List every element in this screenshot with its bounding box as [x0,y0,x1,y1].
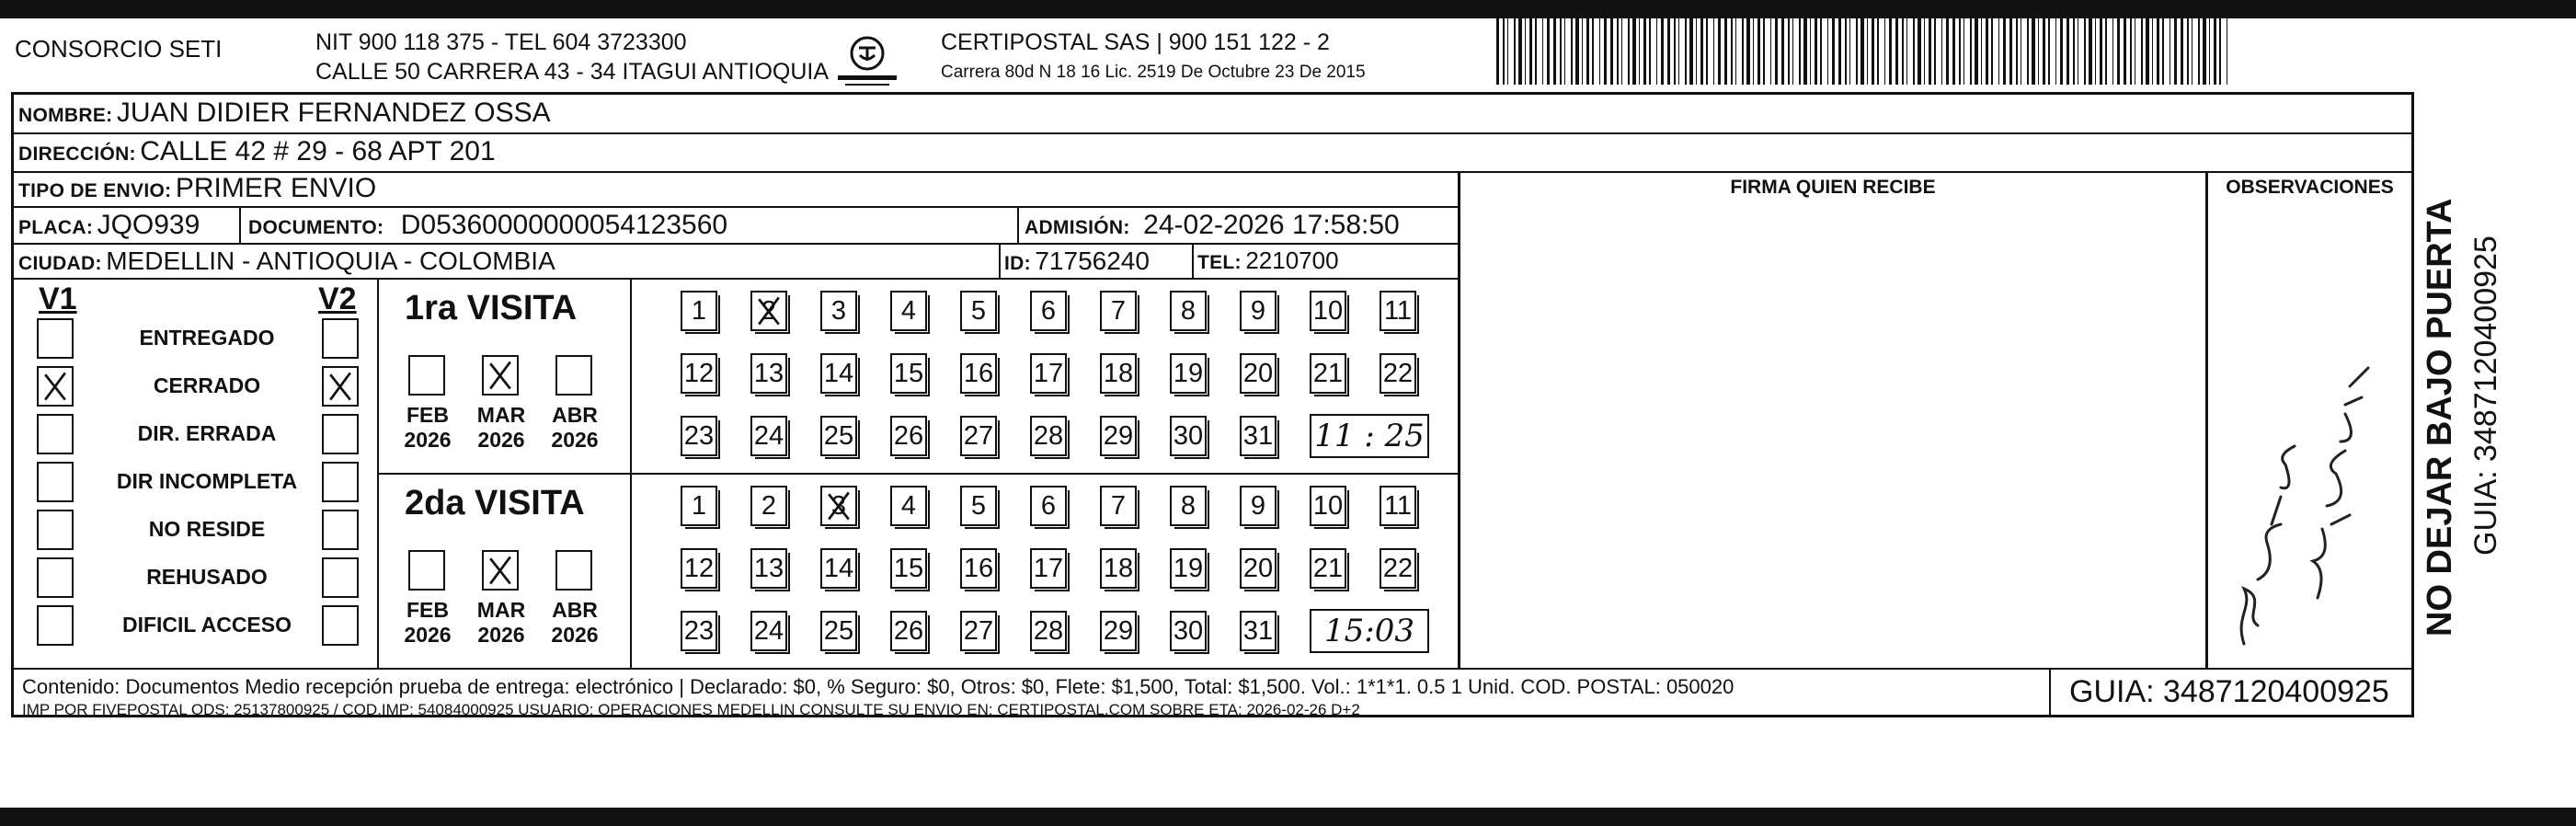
day-number: 21 [1312,359,1344,388]
day-number: 6 [1040,491,1057,521]
nombre-value: JUAN DIDIER FERNANDEZ OSSA [116,98,551,128]
status-label: DIR INCOMPLETA [116,469,298,493]
day-box[interactable] [890,486,927,526]
cell-line [239,208,241,245]
row-line [11,132,2414,134]
day-box[interactable] [750,291,787,331]
guia-box-left-line [2049,670,2051,717]
month-year: 2026 [551,623,599,647]
day-number: 11 [1383,296,1413,326]
day-number: 20 [1242,554,1274,583]
v2-checkbox[interactable] [322,557,359,598]
side-guia-number: GUIA: 3487120400925 [2468,235,2503,556]
month-label [395,403,460,453]
day-box[interactable] [1380,353,1416,394]
visit-title: 2da VISITA [405,484,585,522]
day-number: 28 [1033,616,1064,646]
cell-line [999,245,1001,280]
month-year: 2026 [404,623,452,647]
day-box[interactable] [1170,353,1207,394]
day-number: 3 [830,296,847,326]
day-number: 23 [683,616,715,646]
day-number: 14 [823,554,854,583]
day-box[interactable] [960,548,997,589]
day-box[interactable] [1030,486,1067,526]
month-name: MAR [476,598,526,622]
day-box[interactable] [1100,486,1137,526]
day-box[interactable] [681,486,717,526]
company-name: CONSORCIO SETI [15,35,223,63]
no-dejar-bajo-puerta: NO DEJAR BAJO PUERTA [2421,198,2459,637]
day-box[interactable] [960,611,997,651]
day-number: 6 [1040,296,1057,326]
documento-field [248,210,727,241]
day-box[interactable] [1310,548,1346,589]
day-number: 9 [1250,296,1266,326]
top-edge-band [0,0,2576,18]
v2-checkbox[interactable] [322,510,359,550]
v2-checkbox[interactable] [322,462,359,502]
status-label: REHUSADO [146,565,268,589]
documento-value: D05360000000054123560 [400,210,728,240]
day-number: 13 [753,359,784,388]
bottom-edge-band [0,808,2576,826]
day-number: 4 [900,296,917,326]
month-label [469,403,533,453]
day-number: 30 [1173,421,1204,451]
tipo-envio-field [18,173,376,204]
day-box[interactable] [960,291,997,331]
observation-handwriting [2216,340,2400,662]
license-line: Carrera 80d N 18 16 Lic. 2519 De Octubre 23 De 2015 [941,63,1366,82]
day-box[interactable] [1170,291,1207,331]
day-number: 12 [683,359,715,388]
day-number: 3 [830,491,847,521]
day-number: 11 [1383,491,1413,521]
ciudad-value: MEDELLIN - ANTIOQUIA - COLOMBIA [106,247,555,275]
day-number: 17 [1033,554,1064,583]
visit-title: 1ra VISITA [405,289,578,327]
day-box[interactable] [820,416,857,456]
documento-label: DOCUMENTO: [248,217,384,238]
id-value: 71756240 [1035,247,1150,275]
admision-field [1025,210,1400,241]
imp-line: IMP POR FIVEPOSTAL ODS: 25137800925 / COD.IMP: 54084000925 USUARIO: OPERACIONES MEDELLIN CONSULTE SU ENVIO EN: CERTIPOSTAL.COM SOBRE ETA: 2026-02-26 D+2 [22,701,1360,718]
nombre-label: NOMBRE: [18,105,113,126]
day-number: 19 [1173,554,1204,583]
day-box[interactable] [1030,291,1067,331]
observaciones-header: OBSERVACIONES [2226,177,2394,198]
day-box[interactable] [1030,353,1067,394]
day-number: 8 [1180,491,1196,521]
day-box[interactable] [1100,291,1137,331]
month-name: FEB [406,598,449,622]
day-box[interactable] [890,416,927,456]
day-box[interactable] [1240,291,1277,331]
day-box[interactable] [750,486,787,526]
day-box[interactable] [1310,353,1346,394]
day-box[interactable] [890,353,927,394]
day-number: 27 [963,616,994,646]
v1-checkbox[interactable] [37,605,74,646]
month-label [543,403,607,453]
ciudad-label: CIUDAD: [18,253,102,274]
admision-label: ADMISIÓN: [1025,217,1130,238]
v1-checkbox[interactable] [37,462,74,502]
day-number: 27 [963,421,994,451]
day-number: 2 [761,491,777,521]
v2-checkbox[interactable] [322,318,359,359]
day-number: 16 [963,359,994,388]
day-number: 22 [1382,554,1414,583]
v1-header: V1 [39,281,77,316]
placa-label: PLACA: [18,217,94,238]
day-box[interactable] [1380,291,1416,331]
ciudad-field [18,247,555,276]
direccion-field [18,136,496,167]
v1-checkbox[interactable] [37,414,74,454]
cell-line [1192,245,1194,280]
day-number: 8 [1180,296,1196,326]
direccion-label: DIRECCIÓN: [18,143,136,165]
status-label: DIFICIL ACCESO [121,613,292,637]
day-box[interactable] [750,416,787,456]
month-checkbox[interactable] [555,550,592,591]
tel-label: TEL: [1197,252,1242,273]
day-number: 4 [900,491,917,521]
day-number: 25 [823,616,854,646]
month-year: 2026 [551,428,599,452]
row-line [11,206,1460,208]
day-number: 10 [1312,491,1344,521]
day-box[interactable] [1240,486,1277,526]
day-number: 7 [1110,296,1127,326]
address-line: CALLE 50 CARRERA 43 - 34 ITAGUI ANTIOQUIA [315,59,830,85]
day-number: 28 [1033,421,1064,451]
admision-value: 24-02-2026 17:58:50 [1143,210,1400,240]
nombre-field [18,98,551,129]
status-label: NO RESIDE [148,517,266,541]
day-number: 15 [893,359,924,388]
col-line-observaciones [2205,171,2208,670]
v1-checkbox[interactable] [37,557,74,598]
day-number: 18 [1103,359,1134,388]
day-box[interactable] [681,548,717,589]
day-number: 22 [1382,359,1414,388]
month-name: ABR [552,403,598,427]
month-checkbox[interactable] [408,550,445,591]
month-name: FEB [406,403,449,427]
day-number: 31 [1242,421,1274,451]
day-box[interactable] [681,611,717,651]
day-box[interactable] [1100,548,1137,589]
day-box[interactable] [1100,611,1137,651]
month-label [469,598,533,648]
v1-checkbox[interactable] [37,318,74,359]
month-checkbox[interactable] [482,355,519,396]
visit-divider [377,473,1460,475]
month-name: MAR [476,403,526,427]
day-box[interactable] [1240,611,1277,651]
day-number: 2 [761,296,777,326]
day-number: 24 [753,616,784,646]
day-box[interactable] [820,611,857,651]
day-box[interactable] [681,353,717,394]
visit-time: 11 : 25 [1310,414,1429,458]
month-checkbox[interactable] [408,355,445,396]
day-box[interactable] [890,611,927,651]
day-box[interactable] [960,486,997,526]
month-year: 2026 [477,623,525,647]
day-number: 5 [970,296,987,326]
placa-field [18,210,200,241]
months-days-divider [630,280,632,670]
day-number: 24 [753,421,784,451]
month-checkbox[interactable] [555,355,592,396]
firma-header: FIRMA QUIEN RECIBE [1730,177,1936,198]
v2-checkbox[interactable] [322,366,359,407]
day-box[interactable] [1310,486,1346,526]
day-number: 15 [893,554,924,583]
day-number: 19 [1173,359,1204,388]
day-number: 1 [691,296,707,326]
day-number: 17 [1033,359,1064,388]
month-name: ABR [552,598,598,622]
id-label: ID: [1004,253,1031,274]
day-box[interactable] [1240,416,1277,456]
day-number: 5 [970,491,987,521]
day-box[interactable] [681,416,717,456]
day-box[interactable] [681,291,717,331]
status-label: CERRADO [153,373,261,397]
v1-checkbox[interactable] [37,510,74,550]
day-box[interactable] [1170,611,1207,651]
day-box[interactable] [750,548,787,589]
day-number: 29 [1103,616,1134,646]
row-line [11,278,1460,280]
tel-value: 2210700 [1245,247,1339,274]
day-number: 29 [1103,421,1134,451]
month-year: 2026 [477,428,525,452]
direccion-value: CALLE 42 # 29 - 68 APT 201 [140,136,496,166]
footer-divider [11,668,2414,670]
day-box[interactable] [1170,548,1207,589]
month-label [543,598,607,648]
day-number: 1 [691,491,707,521]
day-number: 23 [683,421,715,451]
day-box[interactable] [1100,416,1137,456]
status-label: DIR. ERRADA [137,421,277,445]
barcode [1494,18,2235,85]
nit-line: NIT 900 118 375 - TEL 604 3723300 [315,29,687,55]
v1-checkbox[interactable] [37,366,74,407]
frame-left-line [11,92,14,717]
day-number: 26 [893,616,924,646]
day-number: 21 [1312,554,1344,583]
day-box[interactable] [1380,548,1416,589]
month-checkbox[interactable] [482,550,519,591]
month-label [395,598,460,648]
day-box[interactable] [1030,548,1067,589]
day-number: 13 [753,554,784,583]
day-number: 26 [893,421,924,451]
day-box[interactable] [750,353,787,394]
day-box[interactable] [890,291,927,331]
tipo-envio-value: PRIMER ENVIO [175,173,377,203]
day-box[interactable] [820,291,857,331]
day-box[interactable] [750,611,787,651]
day-number: 9 [1250,491,1266,521]
v2-header: V2 [318,281,357,316]
certipostal-line: CERTIPOSTAL SAS | 900 151 122 - 2 [941,29,1330,55]
day-number: 7 [1110,491,1127,521]
day-number: 31 [1242,616,1274,646]
day-box[interactable] [1170,416,1207,456]
day-number: 30 [1173,616,1204,646]
day-box[interactable] [820,353,857,394]
id-field [1004,247,1150,276]
day-box[interactable] [1380,486,1416,526]
tipo-envio-label: TIPO DE ENVIO: [18,180,172,201]
guia-number-box: GUIA: 3487120400925 [2069,674,2389,709]
visit-time: 15:03 [1310,609,1429,653]
day-box[interactable] [1240,353,1277,394]
day-box[interactable] [820,486,857,526]
day-number: 25 [823,421,854,451]
day-number: 14 [823,359,854,388]
day-box[interactable] [1030,416,1067,456]
month-year: 2026 [404,428,452,452]
day-box[interactable] [1310,291,1346,331]
v2-checkbox[interactable] [322,605,359,646]
col-line-firma [1458,171,1460,670]
day-box[interactable] [1100,353,1137,394]
day-box[interactable] [960,353,997,394]
v2-checkbox[interactable] [322,414,359,454]
placa-value: JQO939 [97,210,200,240]
day-number: 18 [1103,554,1134,583]
day-box[interactable] [1240,548,1277,589]
tel-field [1197,247,1339,275]
frame-top-line [11,92,2414,95]
day-box[interactable] [1030,611,1067,651]
row-line [11,243,1460,245]
day-box[interactable] [820,548,857,589]
day-number: 20 [1242,359,1274,388]
day-box[interactable] [890,548,927,589]
status-visits-divider [377,280,379,670]
content-line: Contenido: Documentos Medio recepción prueba de entrega: electrónico | Declarado: $0, % Seguro: $0, Otros: $0, Flete: $1,500, Total: $1,500. Vol.: 1*1*1. 0.5 1 Unid. COD. POSTAL: 050020 [22,675,1735,698]
frame-right-line [2411,92,2414,717]
day-number: 16 [963,554,994,583]
cell-line [1017,208,1019,245]
day-box[interactable] [1170,486,1207,526]
day-number: 12 [683,554,715,583]
day-box[interactable] [960,416,997,456]
day-number: 10 [1312,296,1344,326]
status-label: ENTREGADO [139,326,275,350]
certipostal-logo [832,33,902,90]
